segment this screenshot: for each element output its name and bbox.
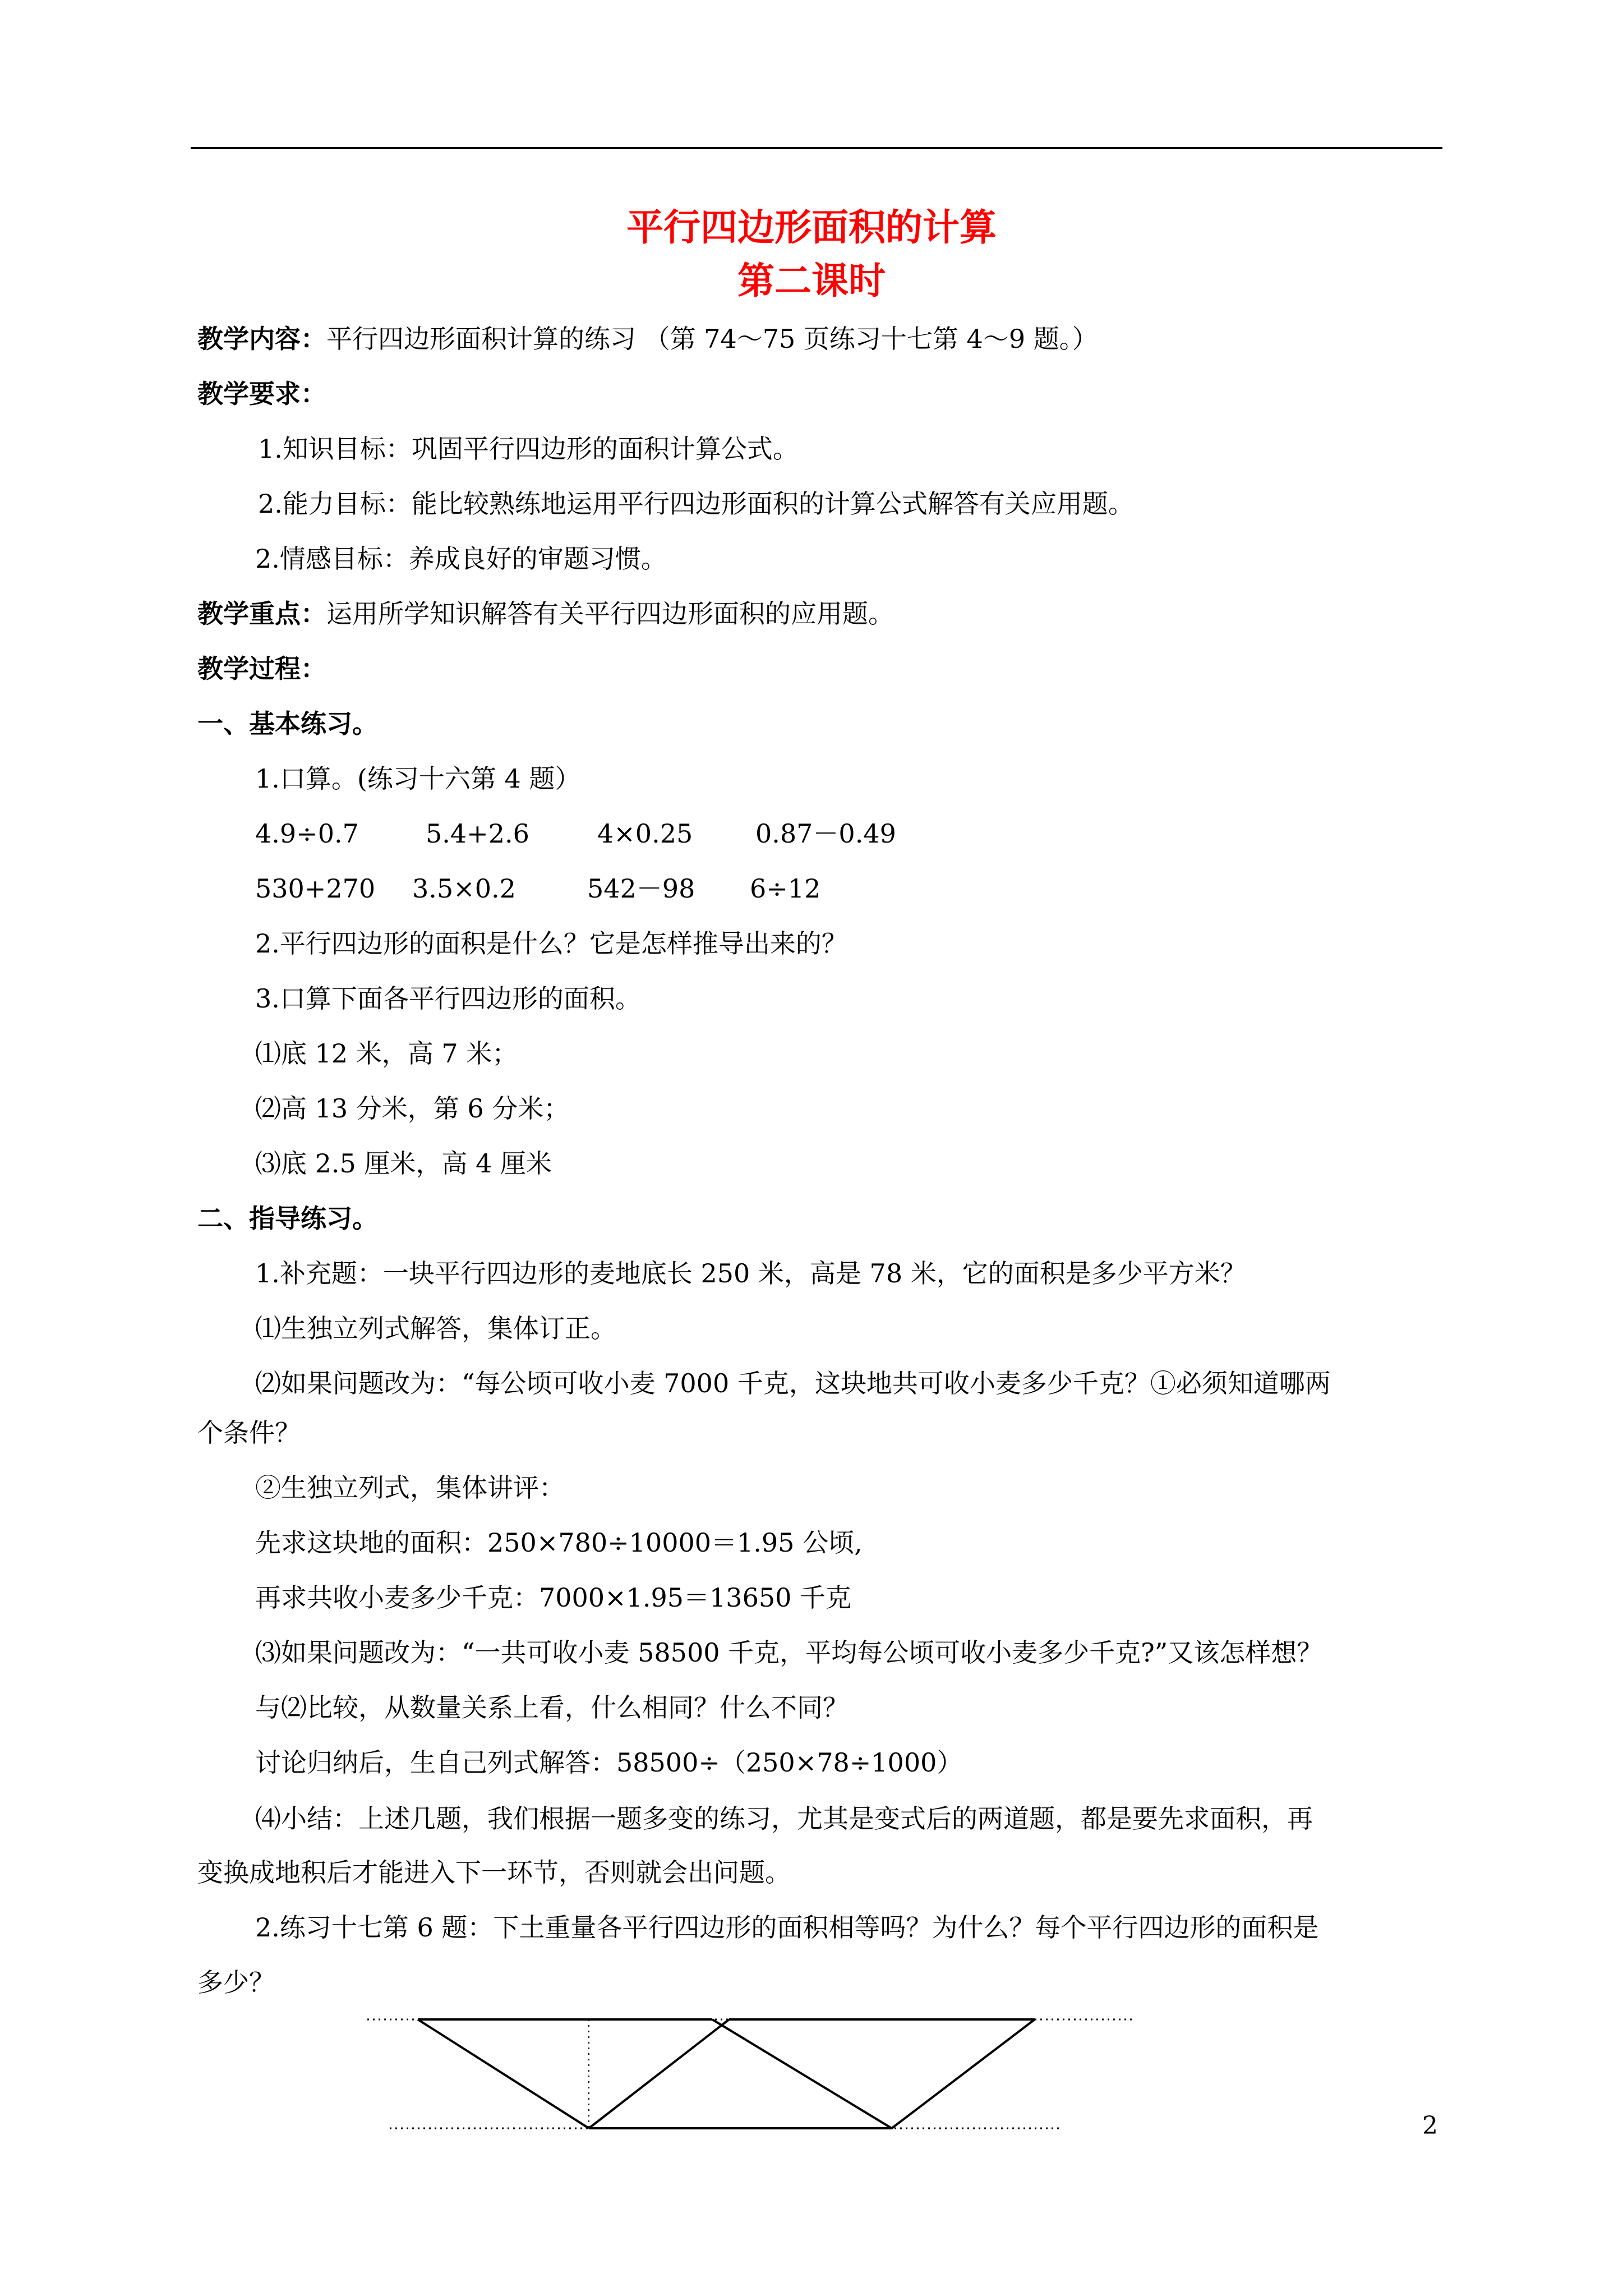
page-subtitle: 第二课时 (737, 259, 886, 302)
question-3-item: ⑵高 13 分米，第 6 分米； (255, 1093, 570, 1124)
oral-expression: 542－98 (587, 873, 695, 904)
teaching-content (197, 321, 1098, 357)
section-heading: 一、基本练习。 (197, 708, 378, 739)
page-number: 2 (1422, 2111, 1438, 2140)
question-3-item: ⑴底 12 米，高 7 米； (255, 1038, 518, 1069)
paragraph: 先求这块地的面积：250×780÷10000＝1.95 公顷, (255, 1527, 863, 1558)
paragraph: 讨论归纳后，生自己列式解答：58500÷（250×78÷1000） (255, 1747, 963, 1778)
requirement-item: 1.知识目标：巩固平行四边形的面积计算公式。 (258, 434, 799, 464)
parallelogram-side (418, 2019, 589, 2128)
paragraph: 1.补充题：一块平行四边形的麦地底长 250 米，高是 78 米，它的面积是多少平方米？ (255, 1258, 1246, 1289)
question-3: 3.口算下面各平行四边形的面积。 (255, 983, 641, 1014)
oral-expression: 0.87－0.49 (755, 818, 896, 849)
key-point-text: 运用所学知识解答有关平行四边形面积的应用题。 (326, 599, 894, 629)
requirement-item: 2.情感目标：养成良好的审题习惯。 (255, 544, 667, 574)
paragraph: ⑵如果问题改为：“每公顷可收小麦 7000 千克，这块地共可收小麦多少千克？①必须知道哪两 (255, 1368, 1331, 1398)
oral-expression: 5.4+2.6 (426, 818, 529, 849)
parallelogram-side (712, 2019, 892, 2128)
oral-expression: 6÷12 (750, 873, 821, 904)
paragraph: 变换成地积后才能进入下一环节，否则就会出问题。 (197, 1857, 791, 1888)
paragraph: 与⑵比较，从数量关系上看，什么相同？什么不同？ (255, 1692, 849, 1723)
paragraph: 多少？ (197, 1967, 275, 1998)
process-label: 教学过程： (197, 654, 326, 684)
oral-expression: 4.9÷0.7 (255, 818, 359, 849)
parallelogram-side (892, 2019, 1035, 2128)
oral-title: 1.口算。(练习十六第 4 题） (255, 763, 581, 794)
parallelogram-side (589, 2019, 729, 2128)
key-point (197, 596, 894, 632)
question-2: 2.平行四边形的面积是什么？它是怎样推导出来的？ (255, 928, 847, 959)
question-3-item: ⑶底 2.5 厘米，高 4 厘米 (255, 1148, 552, 1179)
paragraph: ②生独立列式，集体讲评： (255, 1473, 565, 1503)
oral-expression: 530+270 (255, 873, 376, 904)
teaching-content-text: 平行四边形面积计算的练习 （第 74～75 页练习十七第 4～9 题。） (326, 324, 1098, 354)
section-heading: 二、指导练习。 (197, 1203, 378, 1234)
parallelogram-figure (0, 1986, 1623, 2132)
oral-expression: 4×0.25 (597, 818, 693, 849)
paragraph: 再求共收小麦多少千克：7000×1.95＝13650 千克 (255, 1582, 851, 1613)
oral-row (255, 816, 896, 852)
key-point-label: 教学重点： (197, 599, 326, 629)
page-title: 平行四边形面积的计算 (626, 205, 997, 249)
paragraph: ⑴生独立列式解答，集体订正。 (255, 1313, 616, 1343)
requirements-label: 教学要求： (197, 379, 326, 409)
header-rule (191, 147, 1442, 149)
paragraph: ⑶如果问题改为：“一共可收小麦 58500 千克，平均每公顷可收小麦多少千克?”又该怎样想？ (255, 1637, 1323, 1668)
requirement-item: 2.能力目标：能比较熟练地运用平行四边形面积的计算公式解答有关应用题。 (258, 489, 1134, 519)
paragraph: 2.练习十七第 6 题：下土重量各平行四边形的面积相等吗？为什么？每个平行四边形的面积是 (255, 1912, 1319, 1943)
oral-expression: 3.5×0.2 (412, 873, 516, 904)
paragraph: ⑷小结：上述几题，我们根据一题多变的练习，尤其是变式后的两道题，都是要先求面积，再 (255, 1803, 1313, 1834)
paragraph: 个条件？ (197, 1418, 301, 1448)
oral-row (255, 871, 820, 907)
teaching-content-label: 教学内容： (197, 324, 326, 354)
